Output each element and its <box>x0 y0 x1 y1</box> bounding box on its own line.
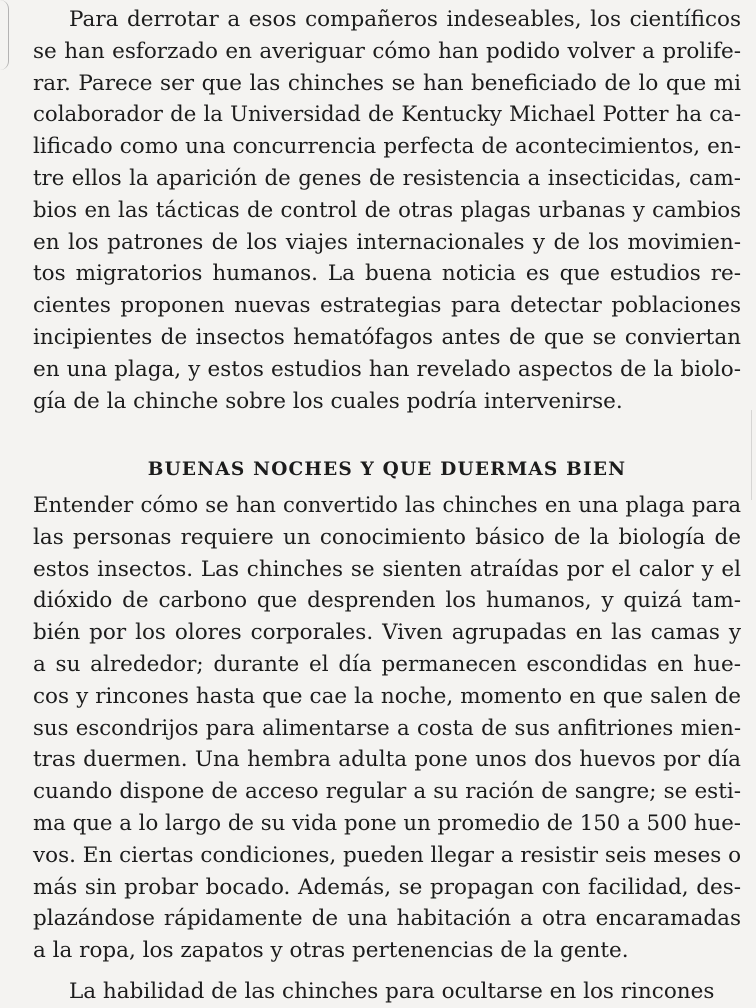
scan-edge-mark <box>751 410 756 500</box>
text-line: bién por los olores corporales. Viven agrupadas en las camas y <box>33 620 741 646</box>
text-line: lificado como una concurrencia perfecta de acontecimientos, en- <box>33 134 741 160</box>
text-line: tras duermen. Una hembra adulta pone unos dos huevos por día <box>33 747 741 773</box>
text-line: más sin probar bocado. Además, se propagan con facilidad, des- <box>33 874 741 900</box>
text-line: Para derrotar a esos compañeros indeseables, los científicos <box>69 7 741 32</box>
text-line: colaborador de la Universidad de Kentucky Michael Potter ha ca- <box>33 102 741 128</box>
text-line: rar. Parece ser que las chinches se han beneficiado de lo que mi <box>33 70 741 96</box>
paragraph-intro <box>33 4 741 417</box>
text-line: Entender cómo se han convertido las chinches en una plaga para <box>33 493 741 518</box>
text-line: incipientes de insectos hematófagos antes de que se conviertan <box>33 324 741 350</box>
text-line: en una plaga, y estos estudios han revelado aspectos de la biolo- <box>33 356 741 382</box>
text-line: bios en las tácticas de control de otras plagas urbanas y cambios <box>33 197 741 223</box>
scan-margin-mark <box>0 0 9 70</box>
cut-off-text-line <box>33 978 741 1004</box>
text-line: ma que a lo largo de su vida pone un promedio de 150 a 500 hue- <box>33 810 741 836</box>
section-heading: BUENAS NOCHES Y QUE DUERMAS BIEN <box>147 459 627 480</box>
text-line: tos migratorios humanos. La buena noticia es que estudios re- <box>33 261 741 287</box>
text-line: a la ropa, los zapatos y otras pertenencias de la gente. <box>33 938 629 964</box>
text-line: vos. En ciertas condiciones, pueden llegar a resistir seis meses o <box>33 842 742 868</box>
text-line: cientes proponen nuevas estrategias para detectar poblaciones <box>33 293 741 319</box>
cut-off-text: La habilidad de las chinches para ocultarse en los rincones <box>69 979 715 1004</box>
text-line: dióxido de carbono que desprenden los humanos, y quizá tam- <box>33 588 741 614</box>
text-line: gía de la chinche sobre los cuales podría intervenirse. <box>33 388 623 414</box>
text-line: estos insectos. Las chinches se sienten atraídas por el calor y el <box>33 556 741 582</box>
text-line: tre ellos la aparición de genes de resistencia a insecticidas, cam- <box>33 165 741 191</box>
text-line: cos y rincones hasta que cae la noche, momento en que salen de <box>33 683 741 709</box>
paragraph-biology <box>33 490 741 967</box>
text-line: se han esforzado en averiguar cómo han podido volver a prolife- <box>33 38 741 64</box>
text-line: las personas requiere un conocimiento básico de la biología de <box>33 524 741 550</box>
text-line: a su alrededor; durante el día permanecen escondidas en hue- <box>33 651 741 677</box>
text-line: cuando dispone de acceso regular a su ración de sangre; se esti- <box>33 779 741 805</box>
text-line: sus escondrijos para alimentarse a costa de sus anfitriones mien- <box>33 715 741 741</box>
text-line: en los patrones de los viajes internacionales y de los movimien- <box>33 229 741 255</box>
text-line: plazándose rápidamente de una habitación a otra encaramadas <box>33 906 741 932</box>
